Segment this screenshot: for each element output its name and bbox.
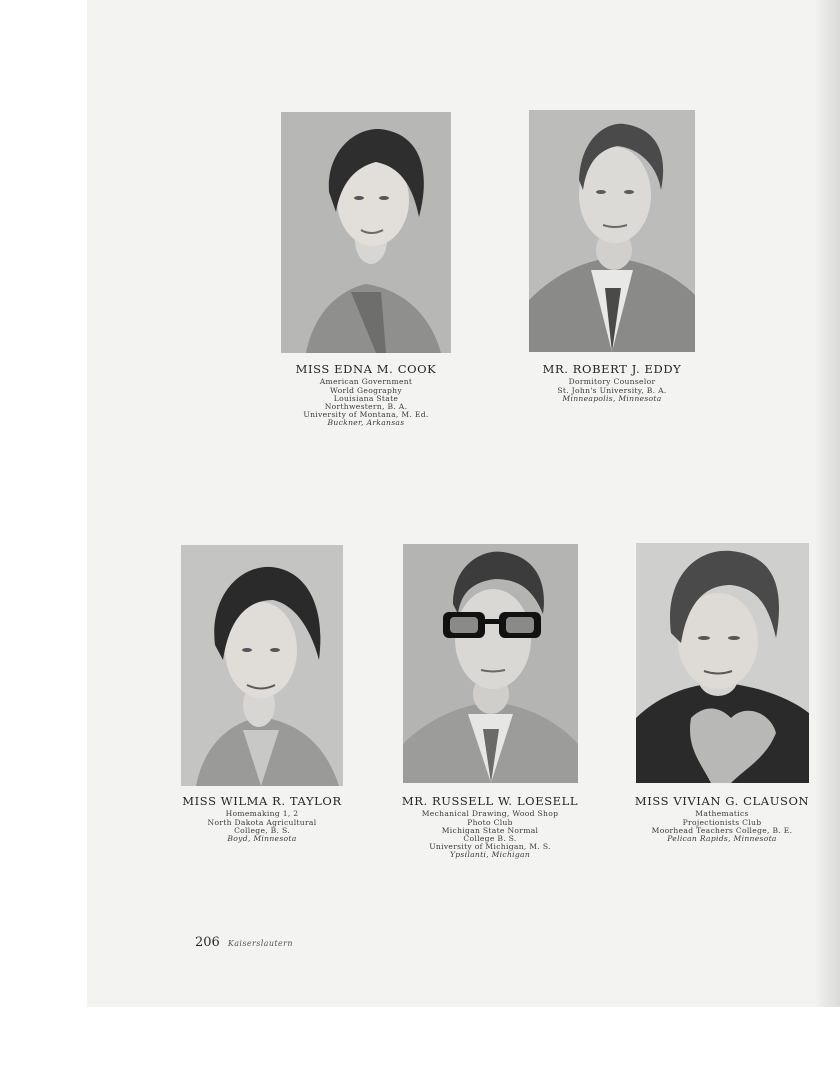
teacher-name: MISS WILMA R. TAYLOR — [182, 794, 342, 808]
caption-cook — [276, 363, 456, 428]
portrait-photo-loesell — [403, 544, 578, 783]
caption-line: University of Michigan, M. S. — [429, 842, 551, 852]
portrait-photo-cook — [281, 112, 451, 353]
caption-clauson — [626, 795, 818, 843]
portrait-photo-clauson — [636, 543, 809, 783]
teacher-name: MR. RUSSELL W. LOESELL — [401, 794, 579, 808]
hometown: Ypsilanti, Michigan — [449, 850, 531, 860]
page-edge-shadow — [814, 0, 840, 1007]
caption-line: North Dakota Agricultural — [207, 817, 317, 827]
portrait-photo-taylor — [181, 545, 343, 786]
portrait-photo-eddy — [529, 110, 695, 352]
caption-line: College, B. S. — [234, 825, 290, 835]
hometown: Minneapolis, Minnesota — [562, 393, 662, 403]
caption-eddy — [522, 363, 702, 403]
hometown: Buckner, Arkansas — [327, 418, 405, 428]
caption-line: Mathematics — [695, 809, 749, 819]
caption-line: Louisiana State — [333, 393, 399, 403]
caption-taylor — [172, 795, 352, 843]
teacher-name: MR. ROBERT J. EDDY — [542, 362, 682, 376]
caption-line: American Government — [319, 377, 413, 387]
hometown: Pelican Rapids, Minnesota — [667, 833, 777, 843]
publication-name: Kaiserslautern — [227, 939, 293, 948]
caption-line: Projectionists Club — [682, 817, 762, 827]
caption-line: Photo Club — [467, 817, 513, 827]
caption-line: Homemaking 1, 2 — [225, 809, 299, 819]
caption-line: Northwestern, B. A. — [324, 401, 408, 411]
caption-line: St. John's University, B. A. — [557, 385, 667, 395]
caption-line: World Geography — [330, 385, 402, 395]
page-footer — [195, 935, 293, 950]
caption-loesell — [400, 795, 580, 860]
teacher-name: MISS EDNA M. COOK — [295, 362, 437, 376]
teacher-name: MISS VIVIAN G. CLAUSON — [634, 794, 810, 808]
hometown: Boyd, Minnesota — [227, 833, 297, 843]
caption-line: Michigan State Normal — [441, 825, 539, 835]
caption-line: Moorhead Teachers College, B. E. — [651, 825, 793, 835]
page-number: 206 — [195, 935, 220, 950]
scan-margin — [87, 1007, 840, 1087]
caption-line: College B. S. — [463, 833, 517, 843]
caption-line: Dormitory Counselor — [568, 377, 656, 387]
caption-line: Mechanical Drawing, Wood Shop — [421, 809, 559, 819]
caption-line: University of Montana, M. Ed. — [303, 410, 429, 420]
